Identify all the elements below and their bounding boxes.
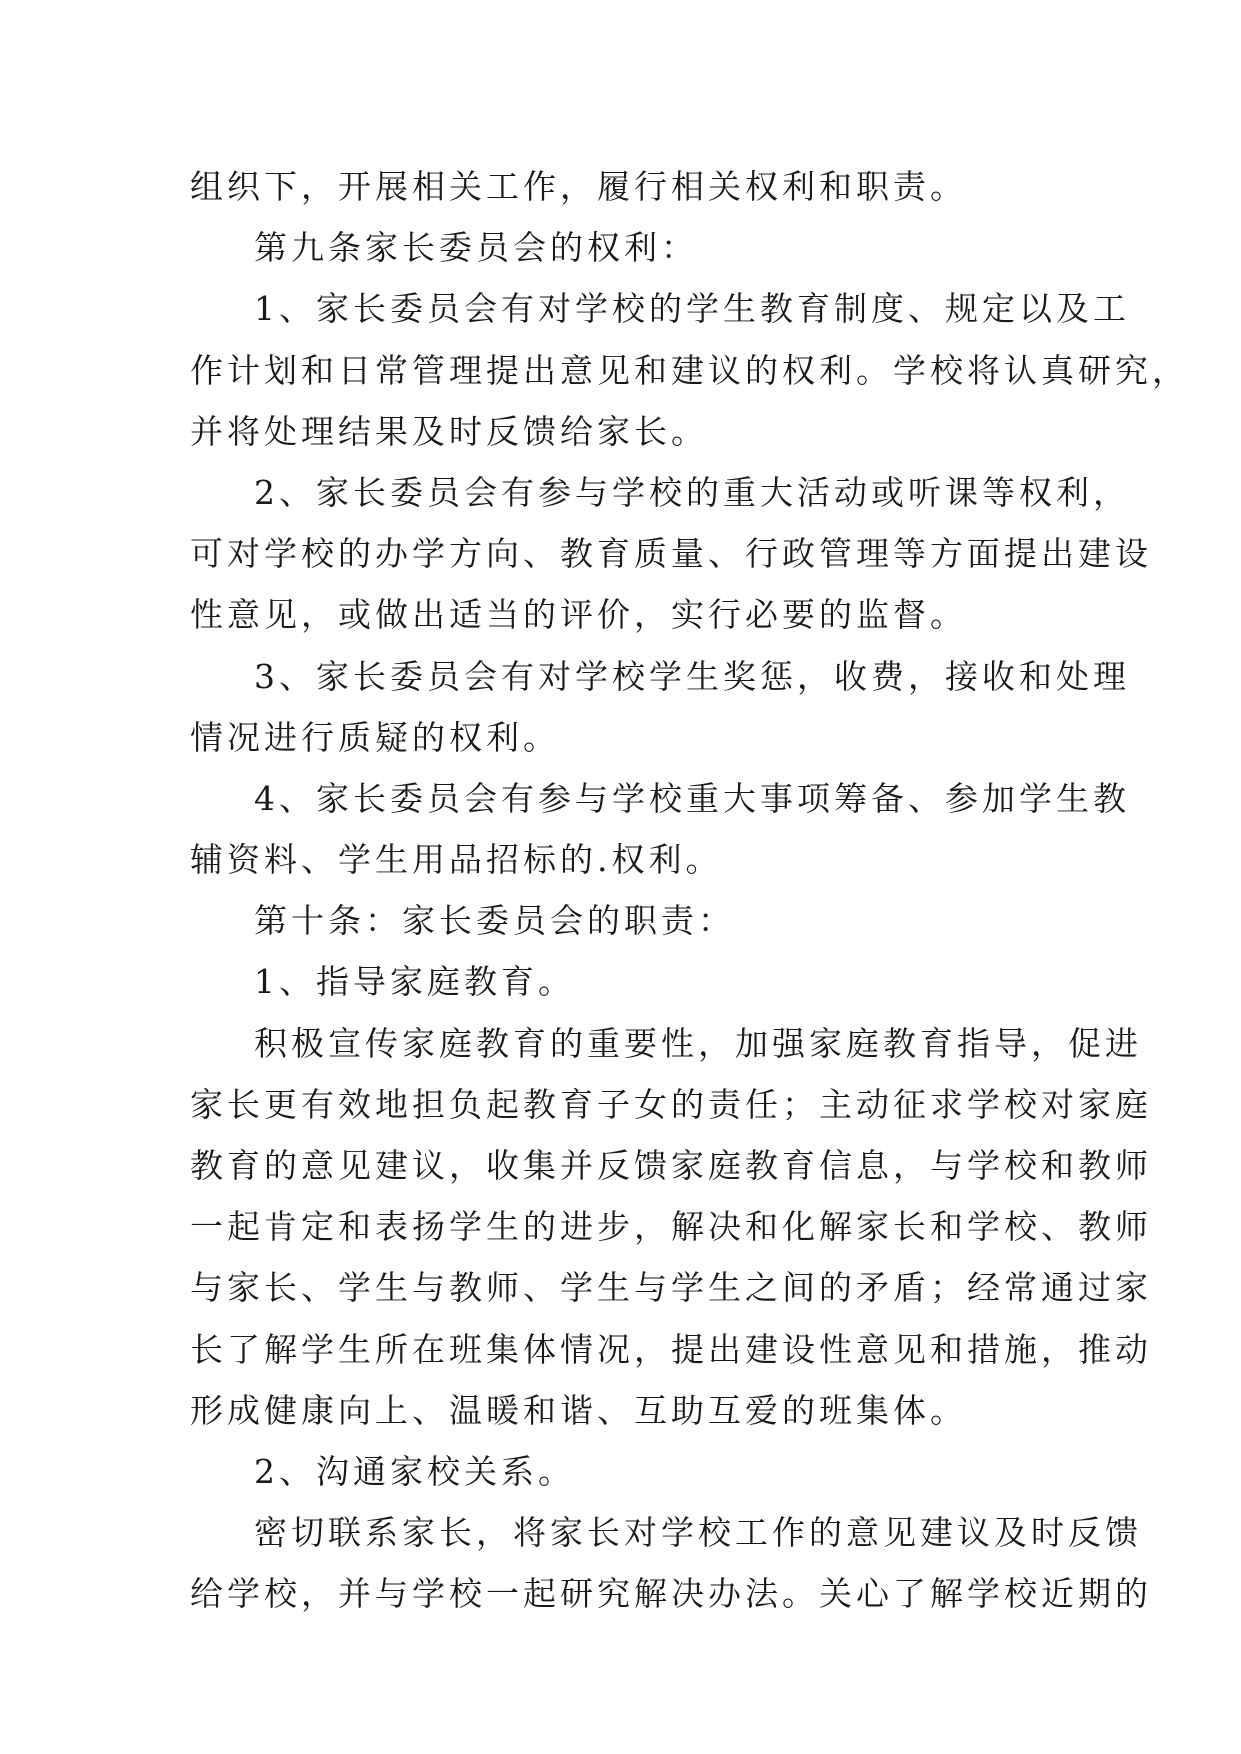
text-line: 并将处理结果及时反馈给家长。 — [190, 411, 708, 451]
text-line: 形成健康向上、温暖和谐、互助互爱的班集体。 — [190, 1390, 967, 1430]
text-line: 情况进行质疑的权利。 — [190, 717, 560, 757]
text-line: 密切联系家长，将家长对学校工作的意见建议及时反馈 — [254, 1513, 1142, 1553]
text-line: 给学校，并与学校一起研究解决办法。关心了解学校近期的 — [190, 1574, 1152, 1614]
article-heading: 第九条家长委员会的权利： — [254, 228, 698, 268]
text-line: 3、家长委员会有对学校学生奖惩，收费，接收和处理 — [254, 656, 1130, 696]
text-line: 家长更有效地担负起教育子女的责任；主动征求学校对家庭 — [190, 1084, 1152, 1124]
section-heading: 2、沟通家校关系。 — [254, 1451, 575, 1491]
text-line: 与家长、学生与教师、学生与学生之间的矛盾；经常通过家 — [190, 1268, 1152, 1308]
text-line: 长了解学生所在班集体情况，提出建设性意见和措施，推动 — [190, 1329, 1152, 1369]
text-line: 1、家长委员会有对学校的学生教育制度、规定以及工 — [254, 289, 1130, 329]
text-line: 4、家长委员会有参与学校重大事项筹备、参加学生教 — [254, 778, 1130, 818]
text-line: 辅资料、学生用品招标的.权利。 — [190, 840, 723, 880]
text-line: 作计划和日常管理提出意见和建议的权利。学校将认真研究， — [190, 350, 1189, 390]
text-line: 一起肯定和表扬学生的进步，解决和化解家长和学校、教师 — [190, 1207, 1152, 1247]
document-body — [190, 156, 1189, 1625]
text-line: 2、家长委员会有参与学校的重大活动或听课等权利， — [254, 472, 1130, 512]
section-heading: 1、指导家庭教育。 — [254, 962, 575, 1002]
article-heading: 第十条：家长委员会的职责： — [254, 901, 735, 941]
text-line: 教育的意见建议，收集并反馈家庭教育信息，与学校和教师 — [190, 1146, 1152, 1185]
text-line: 可对学校的办学方向、教育质量、行政管理等方面提出建设 — [190, 534, 1152, 574]
text-line: 性意见，或做出适当的评价，实行必要的监督。 — [190, 595, 967, 635]
text-line: 组织下，开展相关工作，履行相关权利和职责。 — [190, 167, 967, 206]
text-line: 积极宣传家庭教育的重要性，加强家庭教育指导，促进 — [254, 1023, 1142, 1063]
